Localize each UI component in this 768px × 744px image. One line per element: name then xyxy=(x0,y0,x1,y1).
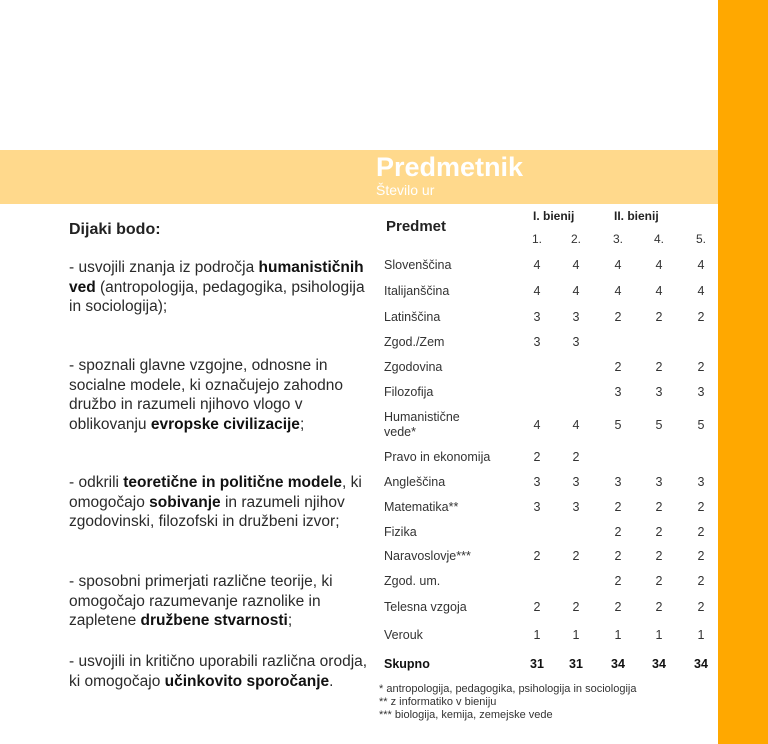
hours-cell: 2 xyxy=(655,525,663,539)
hours-cell: 2 xyxy=(697,600,705,614)
subject-column-header: Predmet xyxy=(386,218,447,235)
hours-cell: 4 xyxy=(572,284,580,298)
hours-cell: 2 xyxy=(614,549,622,563)
hours-cell: 5 xyxy=(614,418,622,432)
header-band xyxy=(0,150,718,204)
page-subtitle: Število ur xyxy=(376,182,435,198)
total-label: Skupno xyxy=(384,657,430,671)
hours-cell: 2 xyxy=(655,600,663,614)
subject-name: Humanistične vede* xyxy=(384,410,460,439)
hours-cell: 4 xyxy=(533,418,541,432)
goal-emphasis: teoretične in politične modele xyxy=(123,474,343,491)
subject-name: Fizika xyxy=(384,525,417,539)
subject-name: Slovenščina xyxy=(384,258,452,272)
goal-emphasis: evropske civilizacije xyxy=(150,415,300,433)
goal-text: - usvojili in kritično uporabili različna orodja, ki omogočajo xyxy=(69,653,368,690)
goal-paragraph xyxy=(69,572,369,631)
subject-name: Italijanščina xyxy=(384,284,450,298)
year-header: 4. xyxy=(653,232,664,246)
subject-name: Zgodovina xyxy=(384,360,443,374)
hours-cell: 3 xyxy=(572,475,580,489)
hours-cell: 2 xyxy=(614,574,622,588)
hours-cell: 2 xyxy=(655,500,663,514)
footnote: *** biologija, kemija, zemejske vede xyxy=(379,709,553,721)
total-cell: 34 xyxy=(694,657,708,671)
hours-cell: 3 xyxy=(655,475,663,489)
hours-cell: 3 xyxy=(533,335,541,349)
hours-cell: 2 xyxy=(697,310,705,324)
goal-emphasis: sobivanje xyxy=(149,493,221,511)
total-cell: 31 xyxy=(569,657,583,671)
hours-cell: 3 xyxy=(572,310,580,324)
subject-name: Zgod./Zem xyxy=(384,335,445,349)
goal-emphasis: učinkovito sporočanje xyxy=(164,672,330,690)
subject-name: Latinščina xyxy=(384,310,441,324)
hours-cell: 4 xyxy=(533,258,541,272)
goal-text: - spoznali glavne vzgojne, odnosne in socialne modele, ki označujejo zahodno družbo in razumeli njihovo vlogo v oblikovanju xyxy=(69,357,344,433)
hours-cell: 4 xyxy=(572,258,580,272)
total-cell: 31 xyxy=(530,657,544,671)
hours-cell: 1 xyxy=(572,628,580,642)
hours-cell: 2 xyxy=(533,450,541,464)
group-header-second-biennium: II. bienij xyxy=(614,209,659,223)
hours-cell: 2 xyxy=(614,600,622,614)
hours-cell: 3 xyxy=(572,500,580,514)
hours-cell: 5 xyxy=(655,418,663,432)
hours-cell: 2 xyxy=(614,525,622,539)
hours-cell: 3 xyxy=(655,385,663,399)
total-cell: 34 xyxy=(652,657,666,671)
hours-cell: 2 xyxy=(614,360,622,374)
hours-cell: 2 xyxy=(572,450,580,464)
goal-paragraph xyxy=(69,652,369,691)
goal-text: ; xyxy=(287,612,293,630)
footnote: * antropologija, pedagogika, psihologija in sociologija xyxy=(379,683,637,695)
year-header: 2. xyxy=(570,232,581,246)
hours-cell: 1 xyxy=(614,628,622,642)
goal-text: - usvojili znanja iz področja xyxy=(69,259,259,276)
subject-name: Matematika** xyxy=(384,500,459,514)
hours-cell: 2 xyxy=(697,360,705,374)
subject-name: Telesna vzgoja xyxy=(384,600,467,614)
hours-cell: 4 xyxy=(697,258,705,272)
hours-cell: 2 xyxy=(572,549,580,563)
goal-emphasis: humanističnih ved xyxy=(69,259,364,296)
goal-paragraph xyxy=(69,356,369,434)
hours-cell: 5 xyxy=(697,418,705,432)
subject-name: Angleščina xyxy=(384,475,446,489)
subject-name: Naravoslovje*** xyxy=(384,549,471,563)
goal-text: . xyxy=(329,672,334,690)
hours-cell: 2 xyxy=(655,549,663,563)
hours-cell: 3 xyxy=(697,475,705,489)
hours-cell: 4 xyxy=(614,284,622,298)
hours-cell: 4 xyxy=(614,258,622,272)
hours-cell: 1 xyxy=(655,628,663,642)
hours-cell: 4 xyxy=(533,284,541,298)
subject-name: Zgod. um. xyxy=(384,574,441,588)
hours-cell: 4 xyxy=(697,284,705,298)
hours-cell: 3 xyxy=(533,475,541,489)
goal-text: in razumeli njihov zgodovinski, filozofski in družbeni izvor; xyxy=(69,493,345,531)
subject-name: Filozofija xyxy=(384,385,434,399)
page-title: Predmetnik xyxy=(376,152,524,182)
hours-cell: 4 xyxy=(572,418,580,432)
hours-cell: 1 xyxy=(533,628,541,642)
hours-cell: 3 xyxy=(697,385,705,399)
hours-cell: 2 xyxy=(697,549,705,563)
hours-cell: 2 xyxy=(697,500,705,514)
goal-text: , ki omogočajo xyxy=(69,474,362,511)
goal-paragraph xyxy=(69,258,369,317)
hours-cell: 2 xyxy=(572,600,580,614)
hours-cell: 3 xyxy=(572,335,580,349)
group-header-first-biennium: I. bienij xyxy=(533,209,575,223)
hours-cell: 2 xyxy=(533,600,541,614)
subject-name: Verouk xyxy=(384,628,423,642)
goal-text: (antropologija, pedagogika, psihologija in sociologija); xyxy=(69,278,365,316)
orange-side-bar xyxy=(718,0,768,744)
hours-cell: 2 xyxy=(697,525,705,539)
year-header: 5. xyxy=(695,232,706,246)
goal-text: ; xyxy=(299,415,305,433)
goal-text: - odkrili xyxy=(69,474,124,491)
hours-cell: 3 xyxy=(614,385,622,399)
hours-cell: 2 xyxy=(533,549,541,563)
year-header: 3. xyxy=(612,232,623,246)
goal-text: - sposobni primerjati različne teorije, ki omogočajo razumevanje raznolike in zapletene xyxy=(69,573,333,630)
intro-heading: Dijaki bodo: xyxy=(69,221,161,238)
footnote: ** z informatiko v bieniju xyxy=(379,696,497,708)
hours-cell: 4 xyxy=(655,284,663,298)
subject-name: Pravo in ekonomija xyxy=(384,450,491,464)
hours-cell: 2 xyxy=(614,310,622,324)
hours-cell: 1 xyxy=(697,628,705,642)
total-cell: 34 xyxy=(611,657,625,671)
hours-cell: 2 xyxy=(655,574,663,588)
year-header: 1. xyxy=(531,232,542,246)
hours-cell: 3 xyxy=(614,475,622,489)
hours-cell: 2 xyxy=(614,500,622,514)
hours-cell: 3 xyxy=(533,310,541,324)
goal-emphasis: družbene stvarnosti xyxy=(140,612,288,630)
hours-cell: 2 xyxy=(655,310,663,324)
goal-paragraph xyxy=(69,473,369,532)
hours-cell: 2 xyxy=(697,574,705,588)
hours-cell: 4 xyxy=(655,258,663,272)
hours-cell: 3 xyxy=(533,500,541,514)
hours-cell: 2 xyxy=(655,360,663,374)
